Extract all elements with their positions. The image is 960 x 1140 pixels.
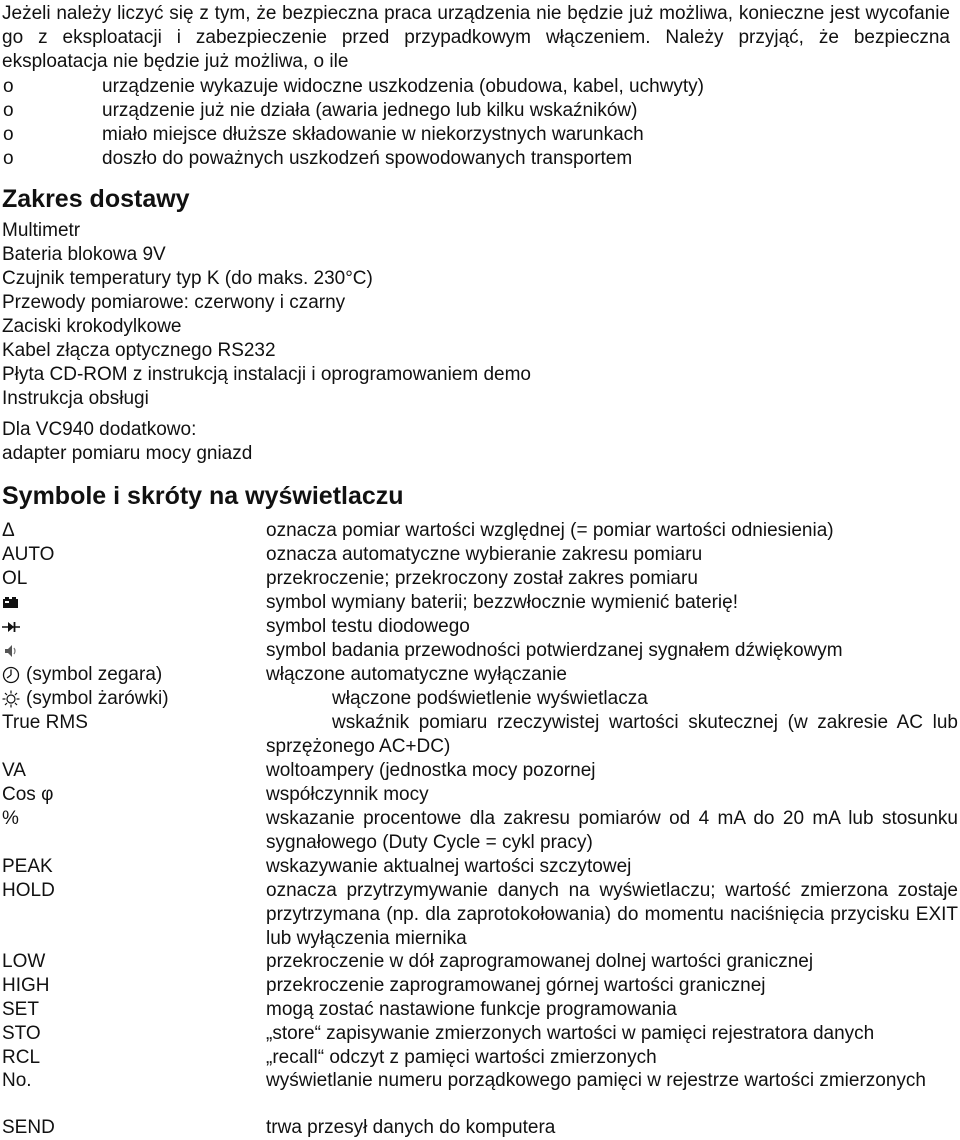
- symbol-description: „store“ zapisywanie zmierzonych wartości w pamięci rejestratora danych: [266, 1023, 875, 1044]
- delivery-item: Płyta CD-ROM z instrukcją instalacji i oprogramowaniem demo: [2, 364, 532, 385]
- list-item: [0, 123, 950, 147]
- symbol-description: przekroczenie zaprogramowanej górnej wartości granicznej: [266, 975, 766, 996]
- symbol-term: LOW: [2, 951, 46, 972]
- symbol-description: symbol wymiany baterii; bezzwłocznie wymienić baterię!: [266, 592, 739, 613]
- delivery-item: Przewody pomiarowe: czerwony i czarny: [2, 292, 346, 313]
- symbol-description: oznacza przytrzymywanie danych na wyświetlaczu; wartość zmierzona zostaje przytrzymana (np. dla zaprotokołowania) do momentu naciśnięcia przycisku EXIT lub wyłączenia miernika: [266, 880, 958, 949]
- symbol-term: STO: [2, 1023, 41, 1044]
- delivery-item: Czujnik temperatury typ K (do maks. 230°C): [2, 268, 373, 289]
- list-item: [0, 99, 950, 123]
- list-item-text: urządzenie wykazuje widoczne uszkodzenia (obudowa, kabel, uchwyty): [102, 76, 704, 97]
- symbol-description: woltoampery (jednostka mocy pozornej: [266, 760, 596, 781]
- symbol-description: „recall“ odczyt z pamięci wartości zmierzonych: [266, 1047, 657, 1068]
- symbol-description: przekroczenie w dół zaprogramowanej dolnej wartości granicznej: [266, 951, 814, 972]
- symbol-description: wskaźnik pomiaru rzeczywistej wartości skutecznej (w zakresie AC lub sprzężonego AC+DC): [266, 712, 958, 757]
- symbol-description: trwa przesył danych do komputera: [266, 1117, 556, 1138]
- symbols-heading: Symbole i skróty na wyświetlaczu: [2, 482, 404, 510]
- symbol-term: HIGH: [2, 975, 50, 996]
- symbol-term: %: [2, 808, 19, 829]
- symbol-description: współczynnik mocy: [266, 784, 429, 805]
- list-item-text: doszło do poważnych uszkodzeń spowodowanych transportem: [102, 148, 633, 169]
- symbol-term: (symbol żarówki): [26, 688, 169, 709]
- delivery-heading: Zakres dostawy: [2, 185, 190, 213]
- diode-icon: [2, 618, 20, 636]
- bullet-mark: o: [3, 148, 14, 169]
- condition-list: [0, 75, 950, 171]
- symbol-term: (symbol zegara): [26, 664, 163, 685]
- intro-paragraph: Jeżeli należy liczyć się z tym, że bezpieczna praca urządzenia nie będzie już możliwa, konieczne jest wycofanie go z eksploatacji i zabezpieczenie przed przypadkowym włączeniem. Należy przyjąć, że bezpieczna eksploatacja nie będzie już możliwa, o ile: [2, 3, 950, 72]
- symbol-description: włączone automatyczne wyłączanie: [266, 664, 567, 685]
- bullet-mark: o: [3, 124, 14, 145]
- bullet-mark: o: [3, 100, 14, 121]
- delivery-item: Multimetr: [2, 220, 81, 241]
- list-item: [0, 75, 950, 99]
- battery-icon: [2, 594, 20, 612]
- delivery-item: Instrukcja obsługi: [2, 388, 149, 409]
- symbol-term: OL: [2, 568, 28, 589]
- delivery-extra: [2, 418, 252, 466]
- symbol-term: HOLD: [2, 880, 55, 901]
- list-item-text: miało miejsce dłuższe składowanie w niekorzystnych warunkach: [102, 124, 644, 145]
- list-item-text: urządzenie już nie działa (awaria jednego lub kilku wskaźników): [102, 100, 638, 121]
- delivery-item: Bateria blokowa 9V: [2, 244, 166, 265]
- symbol-description: mogą zostać nastawione funkcje programowania: [266, 999, 677, 1020]
- symbol-description: włączone podświetlenie wyświetlacza: [332, 688, 648, 709]
- delivery-item: Kabel złącza optycznego RS232: [2, 340, 276, 361]
- delivery-extra-line: Dla VC940 dodatkowo:: [2, 419, 197, 440]
- symbol-term: VA: [2, 760, 26, 781]
- symbol-term: PEAK: [2, 856, 53, 877]
- symbol-term: AUTO: [2, 544, 55, 565]
- list-item: [0, 147, 950, 171]
- symbol-description: symbol testu diodowego: [266, 616, 470, 637]
- clock-icon: [2, 666, 20, 684]
- symbol-term: RCL: [2, 1047, 41, 1068]
- symbol-term: SEND: [2, 1117, 55, 1138]
- bullet-mark: o: [3, 76, 14, 97]
- symbol-description: wskazywanie aktualnej wartości szczytowej: [266, 856, 632, 877]
- delivery-extra-line: adapter pomiaru mocy gniazd: [2, 443, 253, 464]
- speaker-icon: [2, 642, 20, 660]
- delivery-item: Zaciski krokodylkowe: [2, 316, 182, 337]
- symbol-term: Δ: [2, 520, 15, 541]
- symbol-description: symbol badania przewodności potwierdzanej sygnałem dźwiękowym: [266, 640, 843, 661]
- sun-icon: [2, 690, 20, 708]
- symbol-description: przekroczenie; przekroczony został zakres pomiaru: [266, 568, 698, 589]
- symbol-term: Cos φ: [2, 784, 54, 805]
- symbol-description: wyświetlanie numeru porządkowego pamięci w rejestrze wartości zmierzonych: [266, 1070, 926, 1091]
- symbol-term: SET: [2, 999, 39, 1020]
- symbol-term: True RMS: [2, 712, 88, 733]
- symbol-term: No.: [2, 1070, 32, 1091]
- symbol-description: wskazanie procentowe dla zakresu pomiarów od 4 mA do 20 mA lub stosunku sygnałowego (Duty Cycle = cykl pracy): [266, 808, 958, 853]
- symbol-description: oznacza automatyczne wybieranie zakresu pomiaru: [266, 544, 703, 565]
- symbol-description: oznacza pomiar wartości względnej (= pomiar wartości odniesienia): [266, 520, 834, 541]
- delivery-list: [2, 219, 531, 411]
